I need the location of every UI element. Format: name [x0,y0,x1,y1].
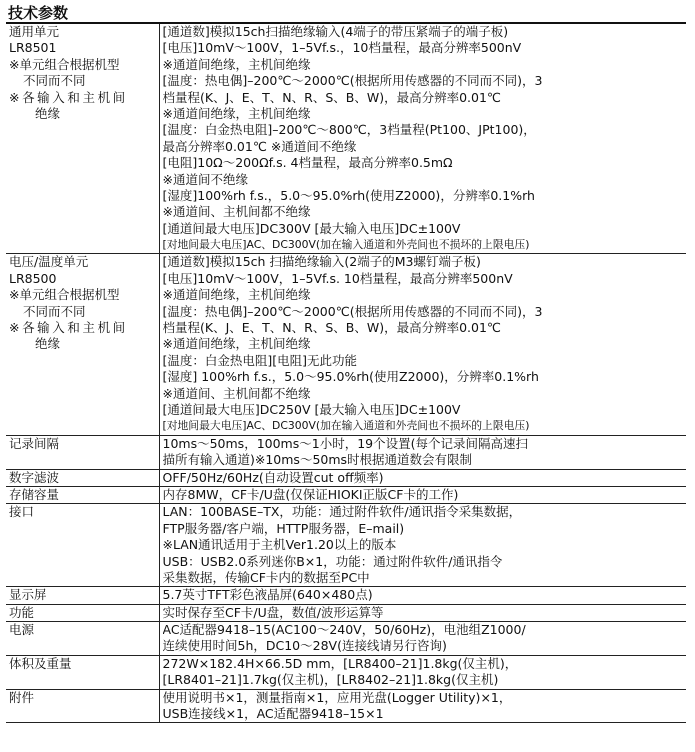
row-label: 数字滤波 [6,469,159,486]
table-row [6,622,686,656]
table-row [6,655,686,689]
row-value: [通道数]模拟15ch 扫描绝缘输入(2端子的M3螺钉端子板) [电压]10mV～100V，1–5Vf.s. 10档量程，最高分辨率500nV ※通道间绝缘，主机间绝缘 [温度：热电偶]–200℃～2000℃(根据所用传感器的不同而不同)，3 档量程(K、J、E、T、N、R、S、B、W)，最高分辨率0.01℃ ※通道间绝缘，主机间绝缘 [温度：白金热电阻][电阻]无此功能 [湿度] 100%rh f.s.，5.0～95.0%rh(使用Z2000)，分辨率0.1%rh ※通道间、主机间都不绝缘 [通道间最大电压]DC250V [最大输入电压]DC±100V [对地间最大电压]AC、DC300V(加在输入通道和外壳间也不损坏的上限电压) [159,254,686,435]
row-value: 实时保存至CF卡/U盘，数值/波形运算等 [159,604,686,621]
row-label: 显示屏 [6,587,159,604]
row-value: 10ms～50ms，100ms～1小时，19个设置(每个记录间隔高速扫 描所有输入通道)※10ms～50ms时根据通道数会有限制 [159,435,686,469]
row-value: 使用说明书×1，测量指南×1，应用光盘(Logger Utility)×1， USB连接线×1，AC适配器9418–15×1 [159,689,686,723]
section-title: 技术参数 [8,4,69,22]
row-value: 内存8MW，CF卡/U盘(仅保证HIOKI正版CF卡的工作) [159,486,686,503]
row-label: 记录间隔 [6,435,159,469]
row-label: 通用单元 LR8501 ※单元组合根据机型 不同而不同 ※各输入和主机间 绝缘 [6,23,159,254]
row-label: 存储容量 [6,486,159,503]
table-row [6,504,686,587]
spec-table [6,22,686,723]
table-row [6,23,686,254]
row-label: 功能 [6,604,159,621]
table-row [6,435,686,469]
row-value: LAN：100BASE–TX，功能：通过附件软件/通讯指令采集数据， FTP服务器/客户端，HTTP服务器，E–mail) ※LAN通讯适用于主机Ver1.20以上的版本 USB：USB2.0系列迷你B×1，功能：通过附件软件/通讯指令 采集数据，传输CF卡内的数据至PC中 [159,504,686,587]
table-row [6,604,686,621]
row-value: OFF/50Hz/60Hz(自动设置cut off频率) [159,469,686,486]
row-value: AC适配器9418–15(AC100～240V，50/60Hz)，电池组Z1000/ 连续使用时间5h，DC10～28V(连接线请另行咨询) [159,622,686,656]
table-row [6,486,686,503]
row-label: 体积及重量 [6,655,159,689]
row-value: 272W×182.4H×66.5D mm，[LR8400–21]1.8kg(仅主机)， [LR8401–21]1.7kg(仅主机)，[LR8402–21]1.8kg(仅主机) [159,655,686,689]
row-label: 接口 [6,504,159,587]
table-row [6,254,686,435]
row-value: [通道数]模拟15ch扫描绝缘输入(4端子的带压紧端子的端子板) [电压]10mV～100V，1–5Vf.s.，10档量程，最高分辨率500nV ※通道间绝缘，主机间绝缘 [温度：热电偶]–200℃～2000℃(根据所用传感器的不同而不同)，3 档量程(K、J、E、T、N、R、S、B、W)，最高分辨率0.01℃ ※通道间绝缘，主机间绝缘 [温度：白金热电阻]–200℃～800℃，3档量程(Pt100、JPt100)， 最高分辨率0.01℃ ※通道间不绝缘 [电阻]10Ω～200Ωf.s. 4档量程，最高分辨率0.5mΩ ※通道间不绝缘 [湿度]100%rh f.s.，5.0～95.0%rh(使用Z2000)，分辨率0.1%rh ※通道间、主机间都不绝缘 [通道间最大电压]DC300V [最大输入电压]DC±100V [对地间最大电压]AC、DC300V(加在输入通道和外壳间也不损坏的上限电压) [159,23,686,254]
row-value: 5.7英寸TFT彩色液晶屏(640×480点) [159,587,686,604]
row-label: 电源 [6,622,159,656]
row-label: 电压/温度单元 LR8500 ※单元组合根据机型 不同而不同 ※各输入和主机间 绝缘 [6,254,159,435]
table-row [6,469,686,486]
table-row [6,689,686,723]
row-label: 附件 [6,689,159,723]
table-row [6,587,686,604]
